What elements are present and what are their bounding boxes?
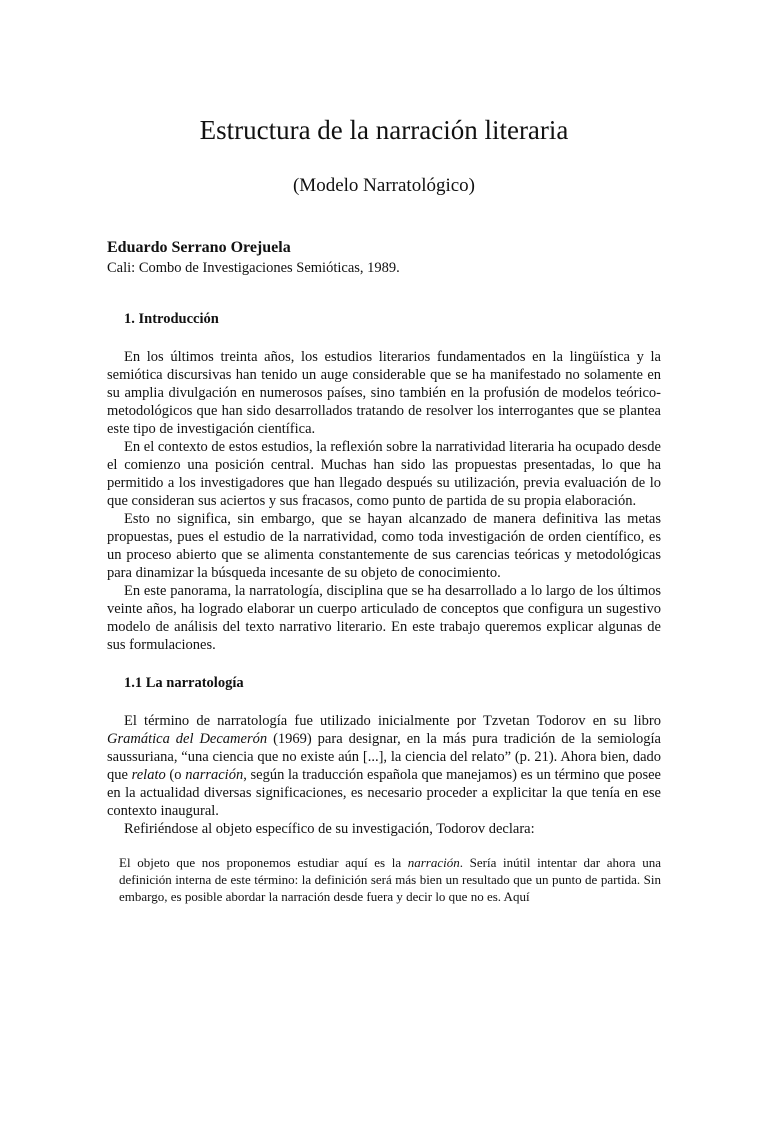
term-relato-italic: relato xyxy=(131,767,166,783)
narratologia-paragraph-2: Refiriéndose al objeto específico de su investigación, Todorov declara: xyxy=(124,821,535,837)
document-title: Estructura de la narración literaria xyxy=(199,115,569,145)
intro-paragraph-3: Esto no significa, sin embargo, que se hayan alcanzado de manera definitiva las metas propuestas, pues el estudio de la narratividad, como toda investigación de orden científico, es un proceso abierto que se alimenta constantemente de sus carencias teóricas y metodológicas para dinamizar la búsqueda incesante de su objeto de conocimiento. xyxy=(107,511,661,581)
source-citation: Cali: Combo de Investigaciones Semióticas, 1989. xyxy=(107,260,400,276)
intro-paragraph-2: En el contexto de estos estudios, la reflexión sobre la narratividad literaria ha ocupado desde el comienzo una posición central. Muchas han sido las propuestas presentadas, lo que ha permitido a los investigadores que han llegado después su utilización, previa evaluación de lo que consideran sus aciertos y sus fracasos, como punto de partida de su propia elaboración. xyxy=(107,439,661,509)
p1-text-1: El término de narratología fue utilizado inicialmente por Tzvetan Todorov en su libro xyxy=(124,713,661,729)
book-title-italic: Gramática del Decamerón xyxy=(107,731,268,747)
section-heading-narratologia: 1.1 La narratología xyxy=(124,675,244,691)
term-narracion-italic: narración xyxy=(185,767,244,783)
document-subtitle: (Modelo Narratológico) xyxy=(292,175,476,196)
block-quote xyxy=(119,854,661,905)
intro-paragraph-4: En este panorama, la narratología, disciplina que se ha desarrollado a lo largo de los últimos veinte años, ha logrado elaborar un cuerpo articulado de conceptos que configura un sugestivo modelo de análisis del texto narrativo literario. En este trabajo queremos explicar algunas de sus formulaciones. xyxy=(107,583,661,653)
quote-term-italic: narración xyxy=(407,855,460,870)
intro-paragraph-1: En los últimos treinta años, los estudios literarios fundamentados en la lingüística y la semiótica discursivas han tenido un auge considerable que se ha manifestado no solamente en su amplia divulgación en numerosos países, sino también en la profusión de modelos teórico-metodológicos que han sido desarrollados tratando de resolver los interrogantes que se plantea este tipo de investigación científica. xyxy=(107,349,661,437)
p1-text-3: (o xyxy=(165,767,186,783)
section-heading-introduccion: 1. Introducción xyxy=(124,311,219,327)
narratologia-paragraph-1 xyxy=(107,712,661,820)
p1-text-2: (1969) para designar, en la más pura tradición de la semiología saussuriana, “una ciencia que no existe aún [...], la ciencia del relato” (p. 21). Ahora bien, dado que xyxy=(107,731,661,783)
author-name: Eduardo Serrano Orejuela xyxy=(107,239,291,256)
p1-text-4: , según la traducción española que manejamos) es un término que posee en la actualidad diversas significaciones, es necesario proceder a explicitar la que tenía en ese contexto inaugural. xyxy=(107,767,661,819)
quote-text-1: El objeto que nos proponemos estudiar aquí es la xyxy=(119,855,408,870)
document-page xyxy=(0,113,768,1137)
quote-text-2: . Sería inútil intentar dar ahora una definición interna de este término: la definición será más bien un resultado que un punto de partida. Sin embargo, es posible abordar la narración desde fuera y decir lo que no es. Aquí xyxy=(119,855,662,904)
